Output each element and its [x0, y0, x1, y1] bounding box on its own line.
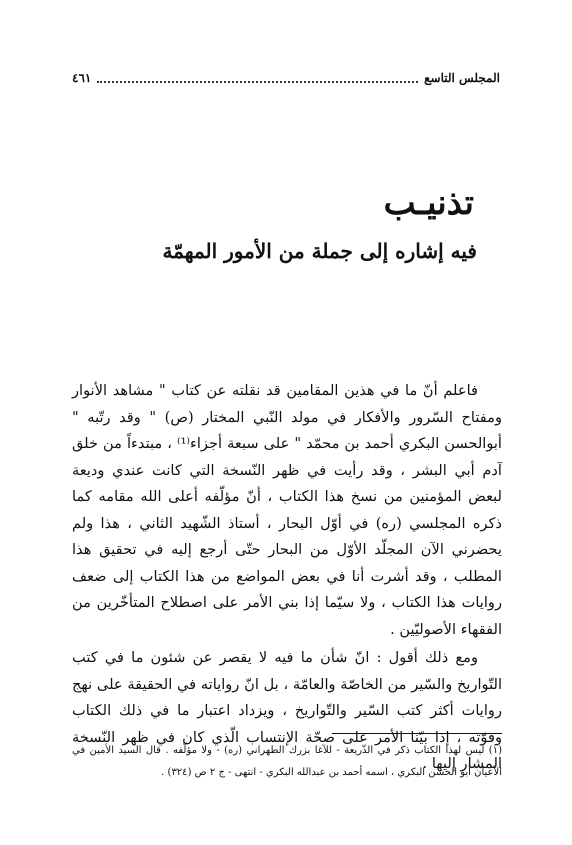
chapter-title: المجلس التاسع — [424, 71, 500, 85]
paragraph-1: فاعلم أنّ ما في هذين المقامين قد نقلته عن كتاب " مشاهد الأنوار ومفتاح السّرور والأفكار في مولد النّبي المختار (ص) " وقد رتّبه " أبوالحسن البكري أحمد بن محمّد " على سبعة أجزاء⁽¹⁾ ، مبتدءاً من خلق آدم أبي البشر ، وقد رأيت في ظهر النّسخة التي كانت عندي وديعة لبعض المؤمنين من نسخ هذا الكتاب ، أنّ مؤلّفه أعلى الله مقامه كما ذكره المجلسي (ره) في أوّل البحار ، أستاذ الشّهيد الثاني ، هذا ولم يحضرني الآن المجلّد الأوّل من البحار حتّى أرجع إليه في تحقيق هذا المطلب ، وقد أشرت أنا في بعض المواضع من هذا الكتاب إلى ضعف روايات هذا الكتاب ، ولا سيّما إذا بني الأمر على اصطلاح المتأخّرين من الفقهاء الأصوليّين . — [72, 382, 502, 638]
footnote-divider — [332, 733, 502, 734]
section-subtitle: فيه إشاره إلى جملة من الأمور المهمّة — [162, 239, 477, 263]
body-text — [72, 378, 502, 778]
running-header — [72, 68, 500, 88]
leader-dots — [97, 73, 418, 83]
footnote-1: (١) ليس لهذا الكتاب ذكر في الذّريعة - للآغا بزرك الطهراني (ره) - ولا مؤلّفه . قال السيد الأمين في الأعيان أبو الحسن البكري ، اسمه أحمد بن عبدالله البكري - انتهى - ج ٢ ص (٣٢٤) . — [72, 745, 502, 778]
paragraph-2: ومع ذلك أقول : انّ شأن ما فيه لا يقصر عن شئون ما في كتب التّواريخ والسّير من الخاصّة والعامّة ، بل انّ رواياته في الحقيقة على نهج روايات أكثر كتب السّير والتّواريخ ، ويزداد اعتبار ما في ذلك الكتاب وقوّته ، إذا بيّنا الأمر على صحّة الإنتساب الّذي كان في ظهر النّسخة المشار إليها . — [72, 649, 502, 772]
page-number: ٤٦١ — [72, 71, 92, 85]
footnotes — [72, 740, 502, 784]
section-title: تذنيـب — [383, 183, 474, 223]
